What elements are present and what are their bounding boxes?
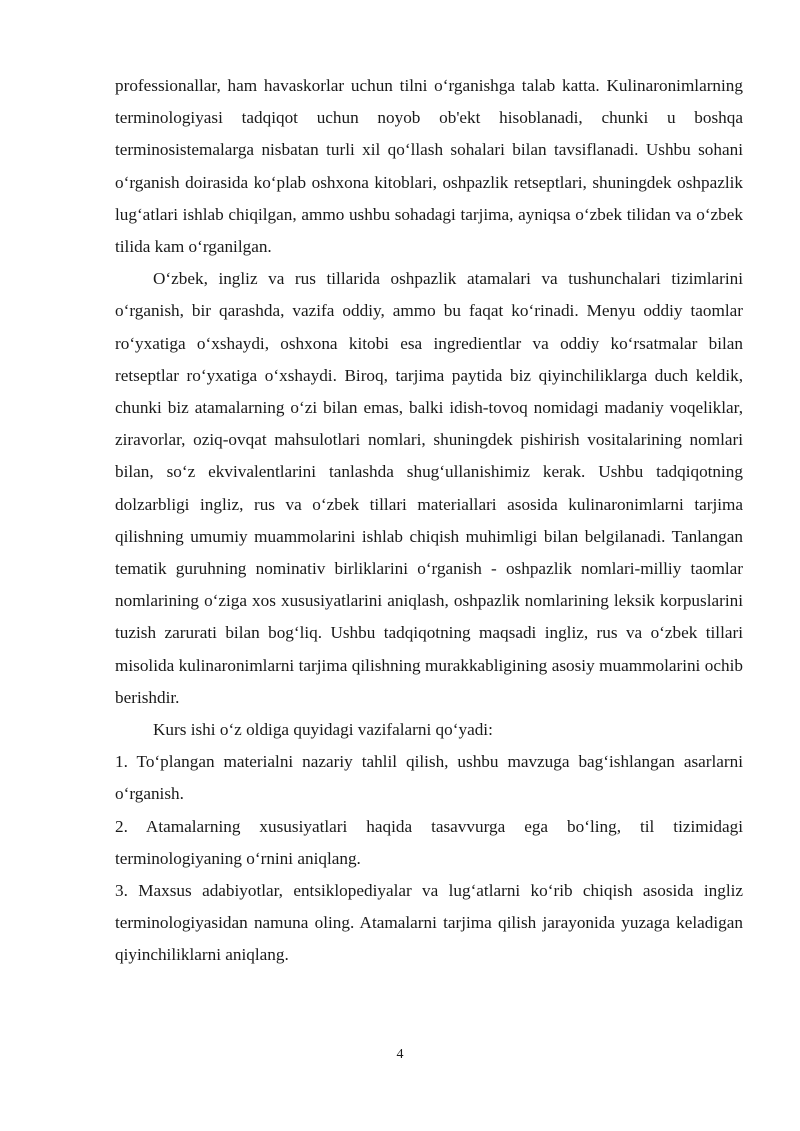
task-item-2: 2. Atamalarning xususiyatlari haqida tasavvurga ega bo‘ling, til tizimidagi terminologiyaning o‘rnini aniqlang. [115, 816, 743, 868]
paragraph-relevance: O‘zbek, ingliz va rus tillarida oshpazlik atamalari va tushunchalari tizimlarini o‘rganish, bir qarashda, vazifa oddiy, ammo bu faqat ko‘rinadi. Menyu oddiy taomlar ro‘yxatiga o‘xshaydi, oshxona kitobi esa ingredientlar va oddiy ko‘rsatmalar bilan retseptlar ro‘yxatiga o‘xshaydi. Biroq, tarjima paytida biz qiyinchiliklarga duch keldik, chunki biz atamalarning o‘zi bilan emas, balki idish-tovoq nomidagi madaniy voqeliklar, ziravorlar, oziq-ovqat mahsulotlari nomlari, shuningdek pishirish vositalarining nomlari bilan, so‘z ekvivalentlarini tanlashda shug‘ullanishimiz kerak. Ushbu tadqiqotning dolzarbligi ingliz, rus va o‘zbek tillari materiallari asosida kulinaronimlarni tarjima qilishning umumiy muammolarini ishlab chiqish muhimligi bilan belgilanadi. Tanlangan tematik guruhning nominativ birliklarini o‘rganish - oshpazlik nomlari-milliy taomlar nomlarining o‘ziga xos xususiyatlarini aniqlash, oshpazlik nomlarining leksik korpuslarini tuzish zarurati bilan bog‘liq. Ushbu tadqiqotning maqsadi ingliz, rus va o‘zbek tillari misolida kulinaronimlarni tarjima qilishning murakkabligining asosiy muammolarini ochib berishdir. [115, 269, 743, 707]
task-item-3: 3. Maxsus adabiyotlar, entsiklopediyalar va lug‘atlarni ko‘rib chiqish asosida ingliz terminologiyasidan namuna oling. Atamalarni tarjima qilish jarayonida yuzaga keladigan qiyinchiliklarni aniqlang. [115, 881, 743, 965]
paragraph-tasks-intro: Kurs ishi o‘z oldiga quyidagi vazifalarni qo‘yadi: [153, 720, 493, 740]
paragraph-continuation: professionallar, ham havaskorlar uchun tilni o‘rganishga talab katta. Kulinaronimlarning terminologiyasi tadqiqot uchun noyob ob'ekt hisoblanadi, chunki u boshqa terminosistemalarga nisbatan turli xil qo‘llash sohalari bilan tavsiflanadi. Ushbu sohani o‘rganish doirasida ko‘plab oshxona kitoblari, oshpazlik retseptlari, shuningdek oshpazlik lug‘atlari ishlab chiqilgan, ammo ushbu sohadagi tarjima, ayniqsa o‘zbek tilidan va o‘zbek tilida kam o‘rganilgan. [115, 76, 743, 257]
page-body [115, 70, 743, 972]
task-item-1: 1. To‘plangan materialni nazariy tahlil qilish, ushbu mavzuga bag‘ishlangan asarlarni o‘rganish. [115, 752, 743, 804]
page-number: 4 [396, 1047, 404, 1062]
